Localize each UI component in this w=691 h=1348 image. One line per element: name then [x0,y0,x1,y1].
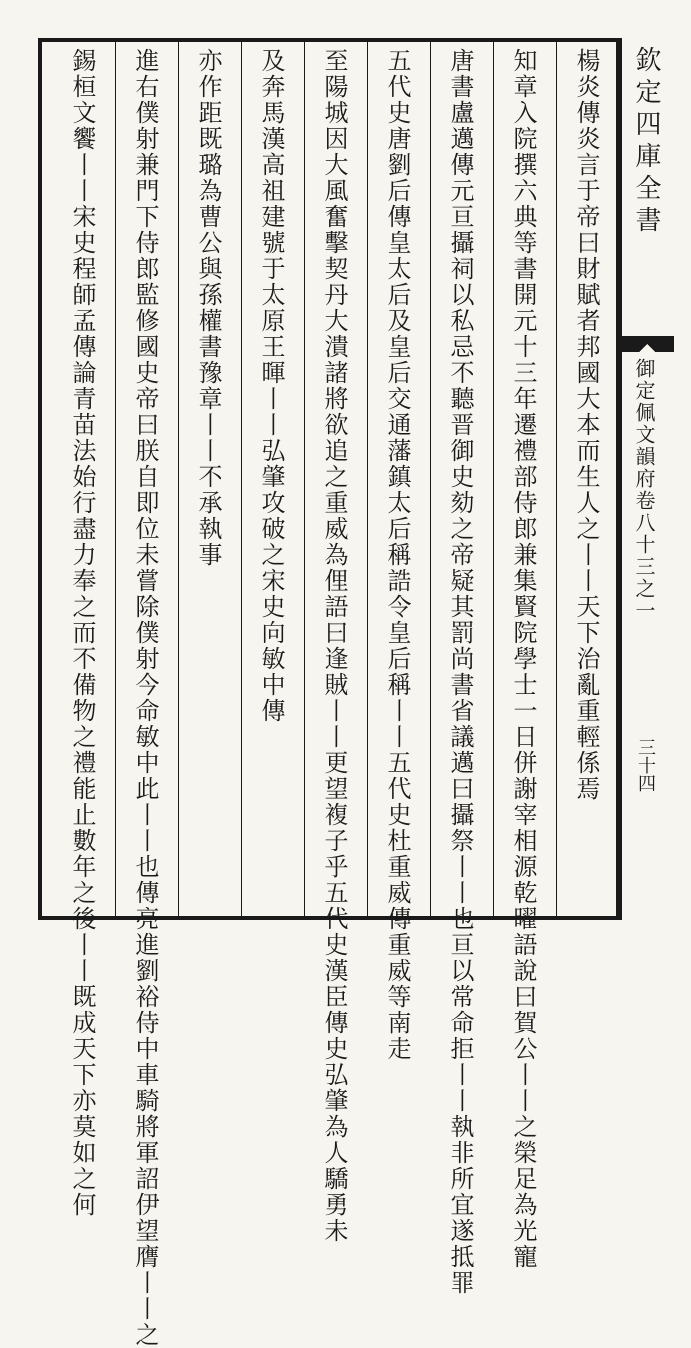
text-column-1: 楊炎傳炎言于帝曰財賦者邦國大本而生人之丨丨天下治亂重輕係焉 [572,48,600,802]
column-divider [430,42,431,916]
margin-rule [620,38,622,920]
book-title: 欽定四庫全書 [631,46,661,238]
column-divider [556,42,557,916]
text-column-5: 至陽城因大風奮擊契丹大潰諸將欲追之重威為俚語曰逢賊丨丨更望複子乎五代史漢臣傳史弘肇為人驕勇未 [320,48,348,1244]
text-column-3: 唐書盧邁傳元亘攝祠以私忌不聽晋御史劾之帝疑其罰尚書省議邁曰攝祭丨丨也亘以常命拒丨丨執非所宜遂抵罪 [446,48,474,1296]
text-column-6: 及奔馬漢高祖建號于太原王暉丨丨弘肇攻破之宋史向敏中傳 [257,48,285,724]
text-column-9: 錫桓文饗丨丨宋史程師孟傳論青苗法始行盡力奉之而不備物之禮能止數年之後丨丨既成天下亦莫如之何 [68,48,96,1218]
text-column-4: 五代史唐劉后傳皇太后及皇后交通藩鎮太后稱誥令皇后稱丨丨五代史杜重威傳重威等南走 [383,48,411,1062]
volume-label: 御定佩文韻府卷八十三之一 [632,358,656,622]
page-number: 三十四 [635,738,656,792]
text-column-8: 進右僕射兼門下侍郎監修國史帝曰朕自即位未嘗除僕射今命敏中此丨丨也傳亮進劉裕侍中車騎將軍詔伊望膺丨丨之 [131,48,159,1348]
column-divider [241,42,242,916]
column-divider [367,42,368,916]
column-divider [493,42,494,916]
column-divider [178,42,179,916]
text-column-7: 亦作距既璐為曹公與孫權書豫章丨丨不承執事 [194,48,222,568]
column-divider [115,42,116,916]
fishtail-mark [620,336,674,352]
column-divider [304,42,305,916]
text-column-2: 知章入院撰六典等書開元十三年遷禮部侍郎兼集賢院學士一日併謝宰相源乾曜語說曰賀公丨丨之榮足為光寵 [509,48,537,1270]
page-margin [620,38,674,920]
